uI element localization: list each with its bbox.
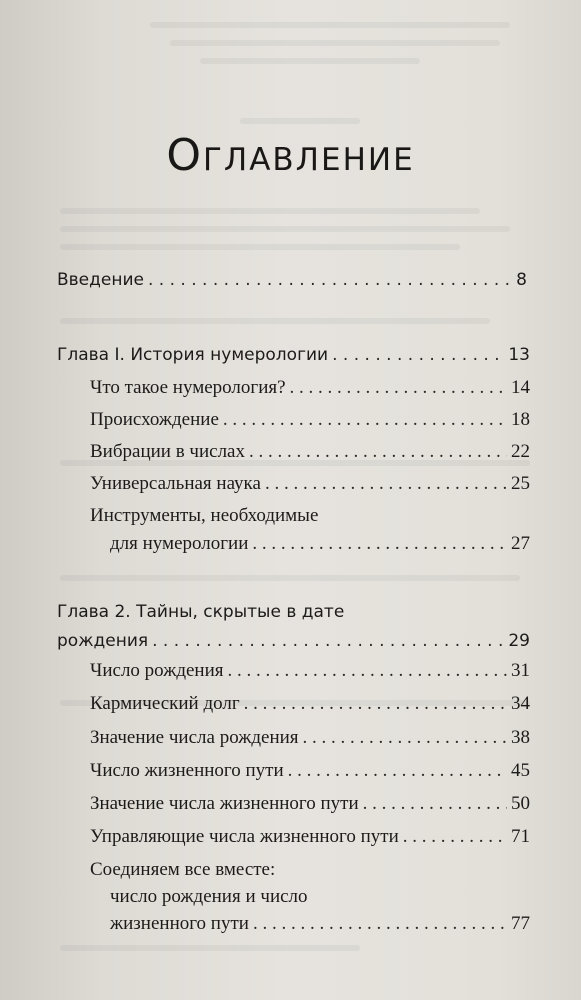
toc-page-number: 14: [511, 377, 530, 398]
toc-entry-introduction[interactable]: [57, 270, 527, 290]
toc-entry-label-line1: Соединяем все вместе:: [90, 859, 276, 880]
dot-leader: [252, 533, 507, 555]
dot-leader: [223, 409, 507, 431]
toc-page-number: 34: [511, 693, 530, 714]
toc-page-number: 31: [511, 660, 530, 681]
toc-entry-label-line2: число рождения и число: [110, 886, 308, 907]
dot-leader: [244, 693, 507, 715]
toc-entry-label: Происхождение: [90, 409, 219, 430]
toc-page-number: 25: [511, 473, 530, 494]
toc-chapter-2[interactable]: [57, 631, 530, 651]
dot-leader: [363, 793, 507, 815]
toc-entry-label: Кармический долг: [90, 693, 240, 714]
toc-entry[interactable]: [90, 793, 530, 815]
toc-entry-label: Что такое нумерология?: [90, 377, 286, 398]
toc-page-number: 27: [511, 533, 530, 554]
toc-page-number: 18: [511, 409, 530, 430]
toc-chapter-1[interactable]: [57, 345, 530, 365]
toc-entry-label: Вибрации в числах: [90, 441, 245, 462]
toc-page-number: 71: [511, 826, 530, 847]
toc-page-number: 38: [511, 727, 530, 748]
toc-entry[interactable]: [90, 826, 530, 848]
toc-page-number: 77: [511, 913, 530, 934]
toc-entry[interactable]: [90, 727, 530, 749]
dot-leader: [152, 631, 504, 651]
toc-page-number: 45: [511, 760, 530, 781]
toc-chapter-label-line1: Глава 2. Тайны, скрытые в дате: [57, 602, 345, 622]
toc-entry-label: Число рождения: [90, 660, 224, 681]
toc-entry[interactable]: [90, 409, 530, 431]
toc-chapter-label: Глава I. История нумерологии: [57, 345, 329, 365]
dot-leader: [253, 913, 507, 935]
dot-leader: [228, 660, 507, 682]
dot-leader: [290, 377, 507, 399]
dot-leader: [148, 270, 512, 290]
toc-page-number: 29: [508, 631, 530, 651]
toc-entry[interactable]: [110, 533, 530, 555]
toc-entry[interactable]: [90, 441, 530, 463]
toc-page-number: 22: [511, 441, 530, 462]
toc-page-number: 8: [516, 270, 527, 290]
dot-leader: [288, 760, 507, 782]
toc-entry[interactable]: [90, 760, 530, 782]
toc-entry[interactable]: [90, 377, 530, 399]
page-title: Оглавление: [166, 130, 415, 181]
toc-entry-label: Значение числа жизненного пути: [90, 793, 359, 814]
toc-entry-label: Управляющие числа жизненного пути: [90, 826, 399, 847]
toc-entry[interactable]: [90, 473, 530, 495]
toc-entry[interactable]: [90, 693, 530, 715]
dot-leader: [265, 473, 507, 495]
dot-leader: [249, 441, 507, 463]
toc-entry-label-line1: Инструменты, необходимые: [90, 505, 319, 526]
toc-entry[interactable]: [110, 913, 530, 935]
toc-page-number: 13: [508, 345, 530, 365]
toc-entry-label: для нумерологии: [110, 533, 249, 554]
toc-entry-label: Значение числа рождения: [90, 727, 299, 748]
toc-entry-label: жизненного пути: [110, 913, 249, 934]
toc-entry-label: Число жизненного пути: [90, 760, 284, 781]
dot-leader: [403, 826, 507, 848]
toc-entry-label: Универсальная наука: [90, 473, 261, 494]
toc-entry-label: Введение: [57, 270, 144, 290]
toc-page-number: 50: [511, 793, 530, 814]
toc-chapter-label: рождения: [57, 631, 149, 651]
dot-leader: [332, 345, 504, 365]
dot-leader: [303, 727, 507, 749]
toc-entry[interactable]: [90, 660, 530, 682]
